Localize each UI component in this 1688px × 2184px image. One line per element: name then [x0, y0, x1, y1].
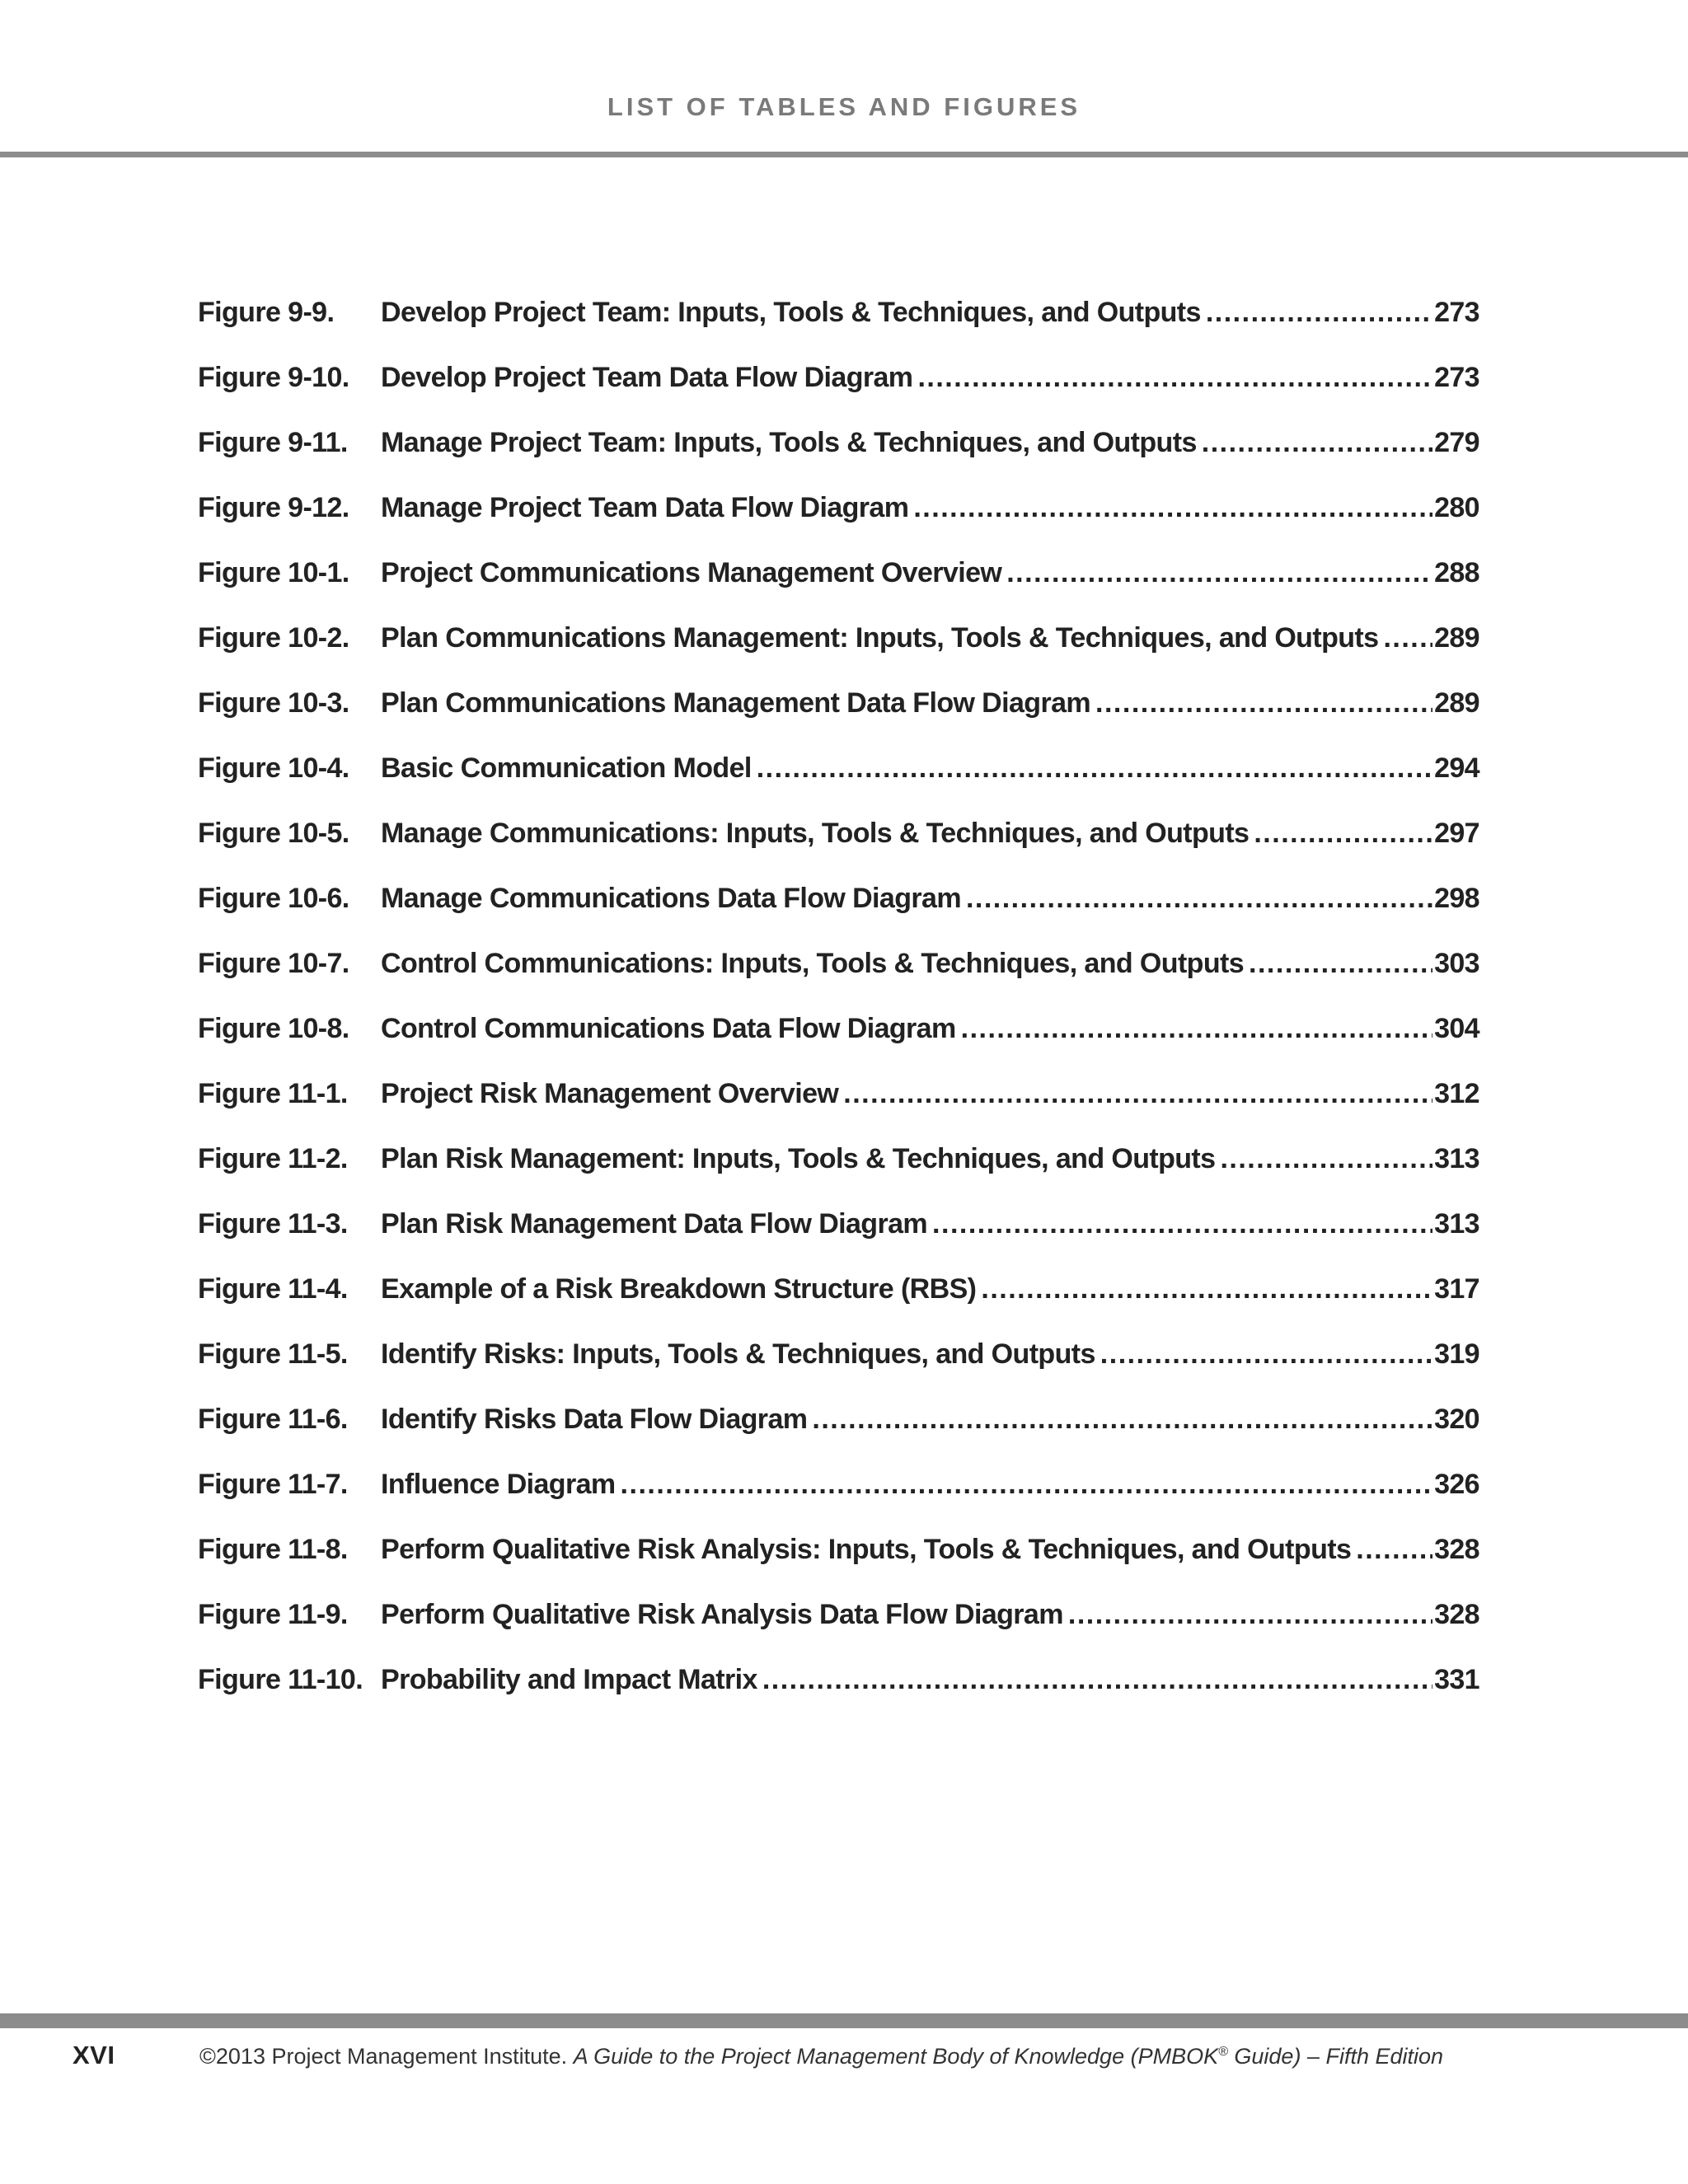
figure-title: Perform Qualitative Risk Analysis: Inputs, Tools & Techniques, and Outputs: [381, 1534, 1352, 1565]
page-number: 320: [1434, 1404, 1479, 1435]
figure-title: Control Communications Data Flow Diagram: [381, 1013, 956, 1044]
figure-entry: [198, 1208, 1479, 1273]
page-number: 319: [1434, 1338, 1479, 1370]
figure-number: Figure 10-2.: [198, 622, 349, 654]
figure-entry: [198, 362, 1479, 427]
figure-number: Figure 11-3.: [198, 1208, 348, 1240]
figure-entry: [198, 1338, 1479, 1404]
figure-entry: [198, 752, 1479, 818]
figure-entry: [198, 1599, 1479, 1664]
figure-number: Figure 11-10.: [198, 1664, 363, 1695]
figure-title: Influence Diagram: [381, 1469, 616, 1500]
running-head: LIST OF TABLES AND FIGURES: [607, 92, 1081, 121]
dot-leader: [1383, 622, 1432, 654]
figure-title: Plan Risk Management Data Flow Diagram: [381, 1208, 928, 1240]
page-number: 297: [1434, 818, 1479, 849]
dot-leader: [762, 1664, 1432, 1696]
figure-number: Figure 11-8.: [198, 1534, 348, 1565]
figure-entry: [198, 1469, 1479, 1534]
figure-number: Figure 10-7.: [198, 948, 349, 979]
book-title-suffix: Guide) – Fifth Edition: [1227, 2044, 1444, 2069]
figure-title: Control Communications: Inputs, Tools & Techniques, and Outputs: [381, 948, 1245, 979]
dot-leader: [1100, 1338, 1432, 1371]
figure-entry: [198, 1404, 1479, 1469]
figure-title: Perform Qualitative Risk Analysis Data Flow Diagram: [381, 1599, 1063, 1630]
figure-number: Figure 11-7.: [198, 1469, 348, 1500]
figure-title: Identify Risks: Inputs, Tools & Techniques, and Outputs: [381, 1338, 1095, 1370]
figure-number: Figure 11-4.: [198, 1273, 348, 1305]
dot-leader: [1068, 1599, 1432, 1631]
page-number: 280: [1434, 492, 1479, 523]
figure-number: Figure 9-9.: [198, 297, 335, 328]
dot-leader: [621, 1469, 1433, 1501]
figure-title: Plan Risk Management: Inputs, Tools & Techniques, and Outputs: [381, 1143, 1216, 1174]
figure-number: Figure 9-12.: [198, 492, 349, 523]
figure-number: Figure 9-11.: [198, 427, 348, 458]
dot-leader: [1220, 1143, 1432, 1175]
dot-leader: [757, 752, 1432, 785]
top-rule: [0, 152, 1688, 157]
dot-leader: [981, 1273, 1432, 1305]
book-title-text: A Guide to the Project Management Body of Knowledge (PMBOK: [573, 2044, 1219, 2069]
dot-leader: [913, 492, 1432, 524]
dot-leader: [1206, 297, 1432, 329]
figure-title: Plan Communications Management Data Flow Diagram: [381, 687, 1091, 719]
figure-entry: [198, 818, 1479, 883]
figure-number: Figure 9-10.: [198, 362, 349, 393]
page-number: 288: [1434, 557, 1479, 588]
figure-entry: [198, 622, 1479, 687]
dot-leader: [1249, 948, 1432, 980]
page-number: 331: [1434, 1664, 1479, 1695]
page-number: 294: [1434, 752, 1479, 784]
page-number: 273: [1434, 362, 1479, 393]
figure-entry: [198, 557, 1479, 622]
registered-mark: ®: [1218, 2045, 1228, 2059]
figure-title: Manage Communications Data Flow Diagram: [381, 883, 961, 914]
bottom-rule: [0, 2013, 1688, 2028]
figure-title: Example of a Risk Breakdown Structure (RBS): [381, 1273, 977, 1305]
figure-number: Figure 10-3.: [198, 687, 349, 719]
figure-number: Figure 11-1.: [198, 1078, 348, 1109]
dot-leader: [932, 1208, 1432, 1240]
figure-title: Project Risk Management Overview: [381, 1078, 839, 1109]
figure-entry: [198, 948, 1479, 1013]
dot-leader: [917, 362, 1432, 394]
figure-list: [198, 297, 1479, 1729]
figure-entry: [198, 687, 1479, 752]
figure-number: Figure 11-2.: [198, 1143, 348, 1174]
figure-title: Develop Project Team Data Flow Diagram: [381, 362, 913, 393]
figure-entry: [198, 297, 1479, 362]
figure-title: Identify Risks Data Flow Diagram: [381, 1404, 808, 1435]
figure-entry: [198, 1273, 1479, 1338]
page-number: 313: [1434, 1208, 1479, 1240]
figure-entry: [198, 427, 1479, 492]
figure-number: Figure 11-6.: [198, 1404, 348, 1435]
page-number: 289: [1434, 687, 1479, 719]
dot-leader: [1202, 427, 1432, 459]
dot-leader: [1006, 557, 1432, 589]
figure-title: Project Communications Management Overview: [381, 557, 1002, 588]
dot-leader: [1254, 818, 1432, 850]
page-number: 317: [1434, 1273, 1479, 1305]
page-number: 298: [1434, 883, 1479, 914]
figure-entry: [198, 1664, 1479, 1729]
dot-leader: [812, 1404, 1432, 1436]
dot-leader: [843, 1078, 1432, 1110]
figure-number: Figure 10-5.: [198, 818, 349, 849]
page-number: 279: [1434, 427, 1479, 458]
figure-title: Basic Communication Model: [381, 752, 752, 784]
page-number: 328: [1434, 1599, 1479, 1630]
dot-leader: [961, 1013, 1432, 1045]
copyright-prefix: ©2013 Project Management Institute.: [199, 2044, 568, 2069]
figure-entry: [198, 883, 1479, 948]
dot-leader: [1356, 1534, 1432, 1566]
book-title: [574, 2044, 1443, 2069]
page-number: 273: [1434, 297, 1479, 328]
page-folio: XVI: [73, 2041, 115, 2069]
page-number: 303: [1434, 948, 1479, 979]
dot-leader: [1095, 687, 1432, 719]
page-number: 313: [1434, 1143, 1479, 1174]
figure-entry: [198, 492, 1479, 557]
figure-title: Plan Communications Management: Inputs, Tools & Techniques, and Outputs: [381, 622, 1379, 654]
page-number: 289: [1434, 622, 1479, 654]
figure-number: Figure 11-5.: [198, 1338, 348, 1370]
figure-entry: [198, 1143, 1479, 1208]
copyright-line: [199, 2044, 1443, 2069]
figure-title: Probability and Impact Matrix: [381, 1664, 757, 1695]
page-number: 328: [1434, 1534, 1479, 1565]
figure-entry: [198, 1534, 1479, 1599]
figure-entry: [198, 1078, 1479, 1143]
page-number: 304: [1434, 1013, 1479, 1044]
page-number: 312: [1434, 1078, 1479, 1109]
figure-title: Manage Project Team: Inputs, Tools & Techniques, and Outputs: [381, 427, 1197, 458]
figure-title: Develop Project Team: Inputs, Tools & Techniques, and Outputs: [381, 297, 1201, 328]
figure-title: Manage Project Team Data Flow Diagram: [381, 492, 909, 523]
figure-number: Figure 10-8.: [198, 1013, 349, 1044]
page-number: 326: [1434, 1469, 1479, 1500]
figure-number: Figure 10-1.: [198, 557, 349, 588]
figure-number: Figure 11-9.: [198, 1599, 348, 1630]
figure-number: Figure 10-6.: [198, 883, 349, 914]
figure-number: Figure 10-4.: [198, 752, 349, 784]
figure-title: Manage Communications: Inputs, Tools & Techniques, and Outputs: [381, 818, 1250, 849]
figure-entry: [198, 1013, 1479, 1078]
dot-leader: [966, 883, 1432, 915]
